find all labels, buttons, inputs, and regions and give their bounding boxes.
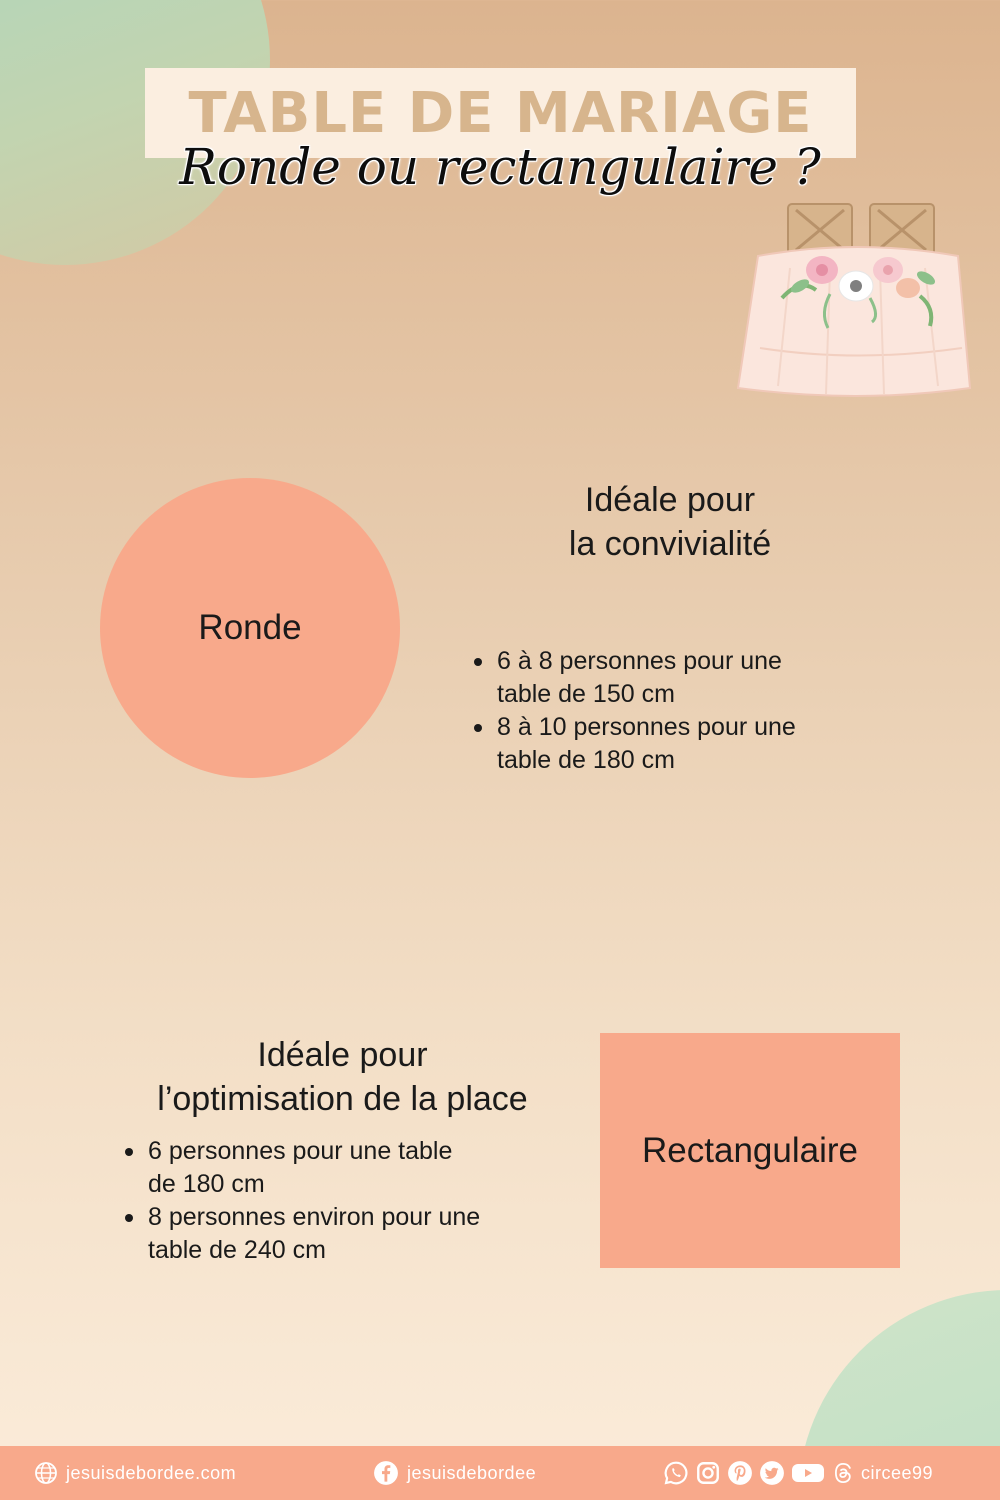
youtube-icon[interactable] — [791, 1460, 825, 1486]
facebook-icon — [373, 1460, 399, 1486]
rect-heading-line1: Idéale pour — [257, 1036, 428, 1074]
rect-heading-line2: l’optimisation de la place — [157, 1080, 528, 1118]
round-heading-line2: la convivialité — [568, 525, 772, 563]
list-item: 8 à 10 personnes pour une table de 180 cm — [470, 711, 890, 777]
pinterest-icon[interactable] — [727, 1460, 753, 1486]
round-table-capacity-list — [470, 645, 890, 777]
rect-table-heading — [90, 1033, 595, 1121]
list-item: 8 personnes environ pour une table de 240 cm — [121, 1201, 591, 1267]
facebook-link[interactable] — [373, 1446, 536, 1500]
page-subtitle: Ronde ou rectangulaire ? — [179, 138, 821, 196]
round-table-shape — [100, 478, 400, 778]
website-text: jesuisdebordee.com — [66, 1462, 237, 1483]
twitter-icon[interactable] — [759, 1460, 785, 1486]
round-table-heading — [470, 478, 870, 566]
list-item: 6 à 8 personnes pour une table de 150 cm — [470, 645, 890, 711]
rect-table-label: Rectangulaire — [642, 1130, 858, 1170]
wedding-table-illustration — [730, 198, 985, 403]
round-heading-line1: Idéale pour — [584, 481, 756, 519]
list-item: 6 personnes pour une table de 180 cm — [121, 1135, 591, 1201]
rect-table-capacity-list — [121, 1135, 591, 1267]
instagram-icon[interactable] — [695, 1460, 721, 1486]
rect-table-shape — [600, 1033, 900, 1268]
page-title: TABLE DE MARIAGE — [188, 80, 813, 146]
threads-icon[interactable] — [831, 1460, 855, 1486]
round-table-label: Ronde — [198, 608, 302, 647]
social-handle-text: circee99 — [861, 1462, 934, 1483]
facebook-text: jesuisdebordee — [407, 1462, 537, 1483]
whatsapp-icon[interactable] — [663, 1460, 689, 1486]
website-link[interactable] — [34, 1446, 236, 1500]
footer-bar — [0, 1446, 1000, 1500]
social-links — [663, 1446, 933, 1500]
globe-icon — [34, 1461, 58, 1485]
